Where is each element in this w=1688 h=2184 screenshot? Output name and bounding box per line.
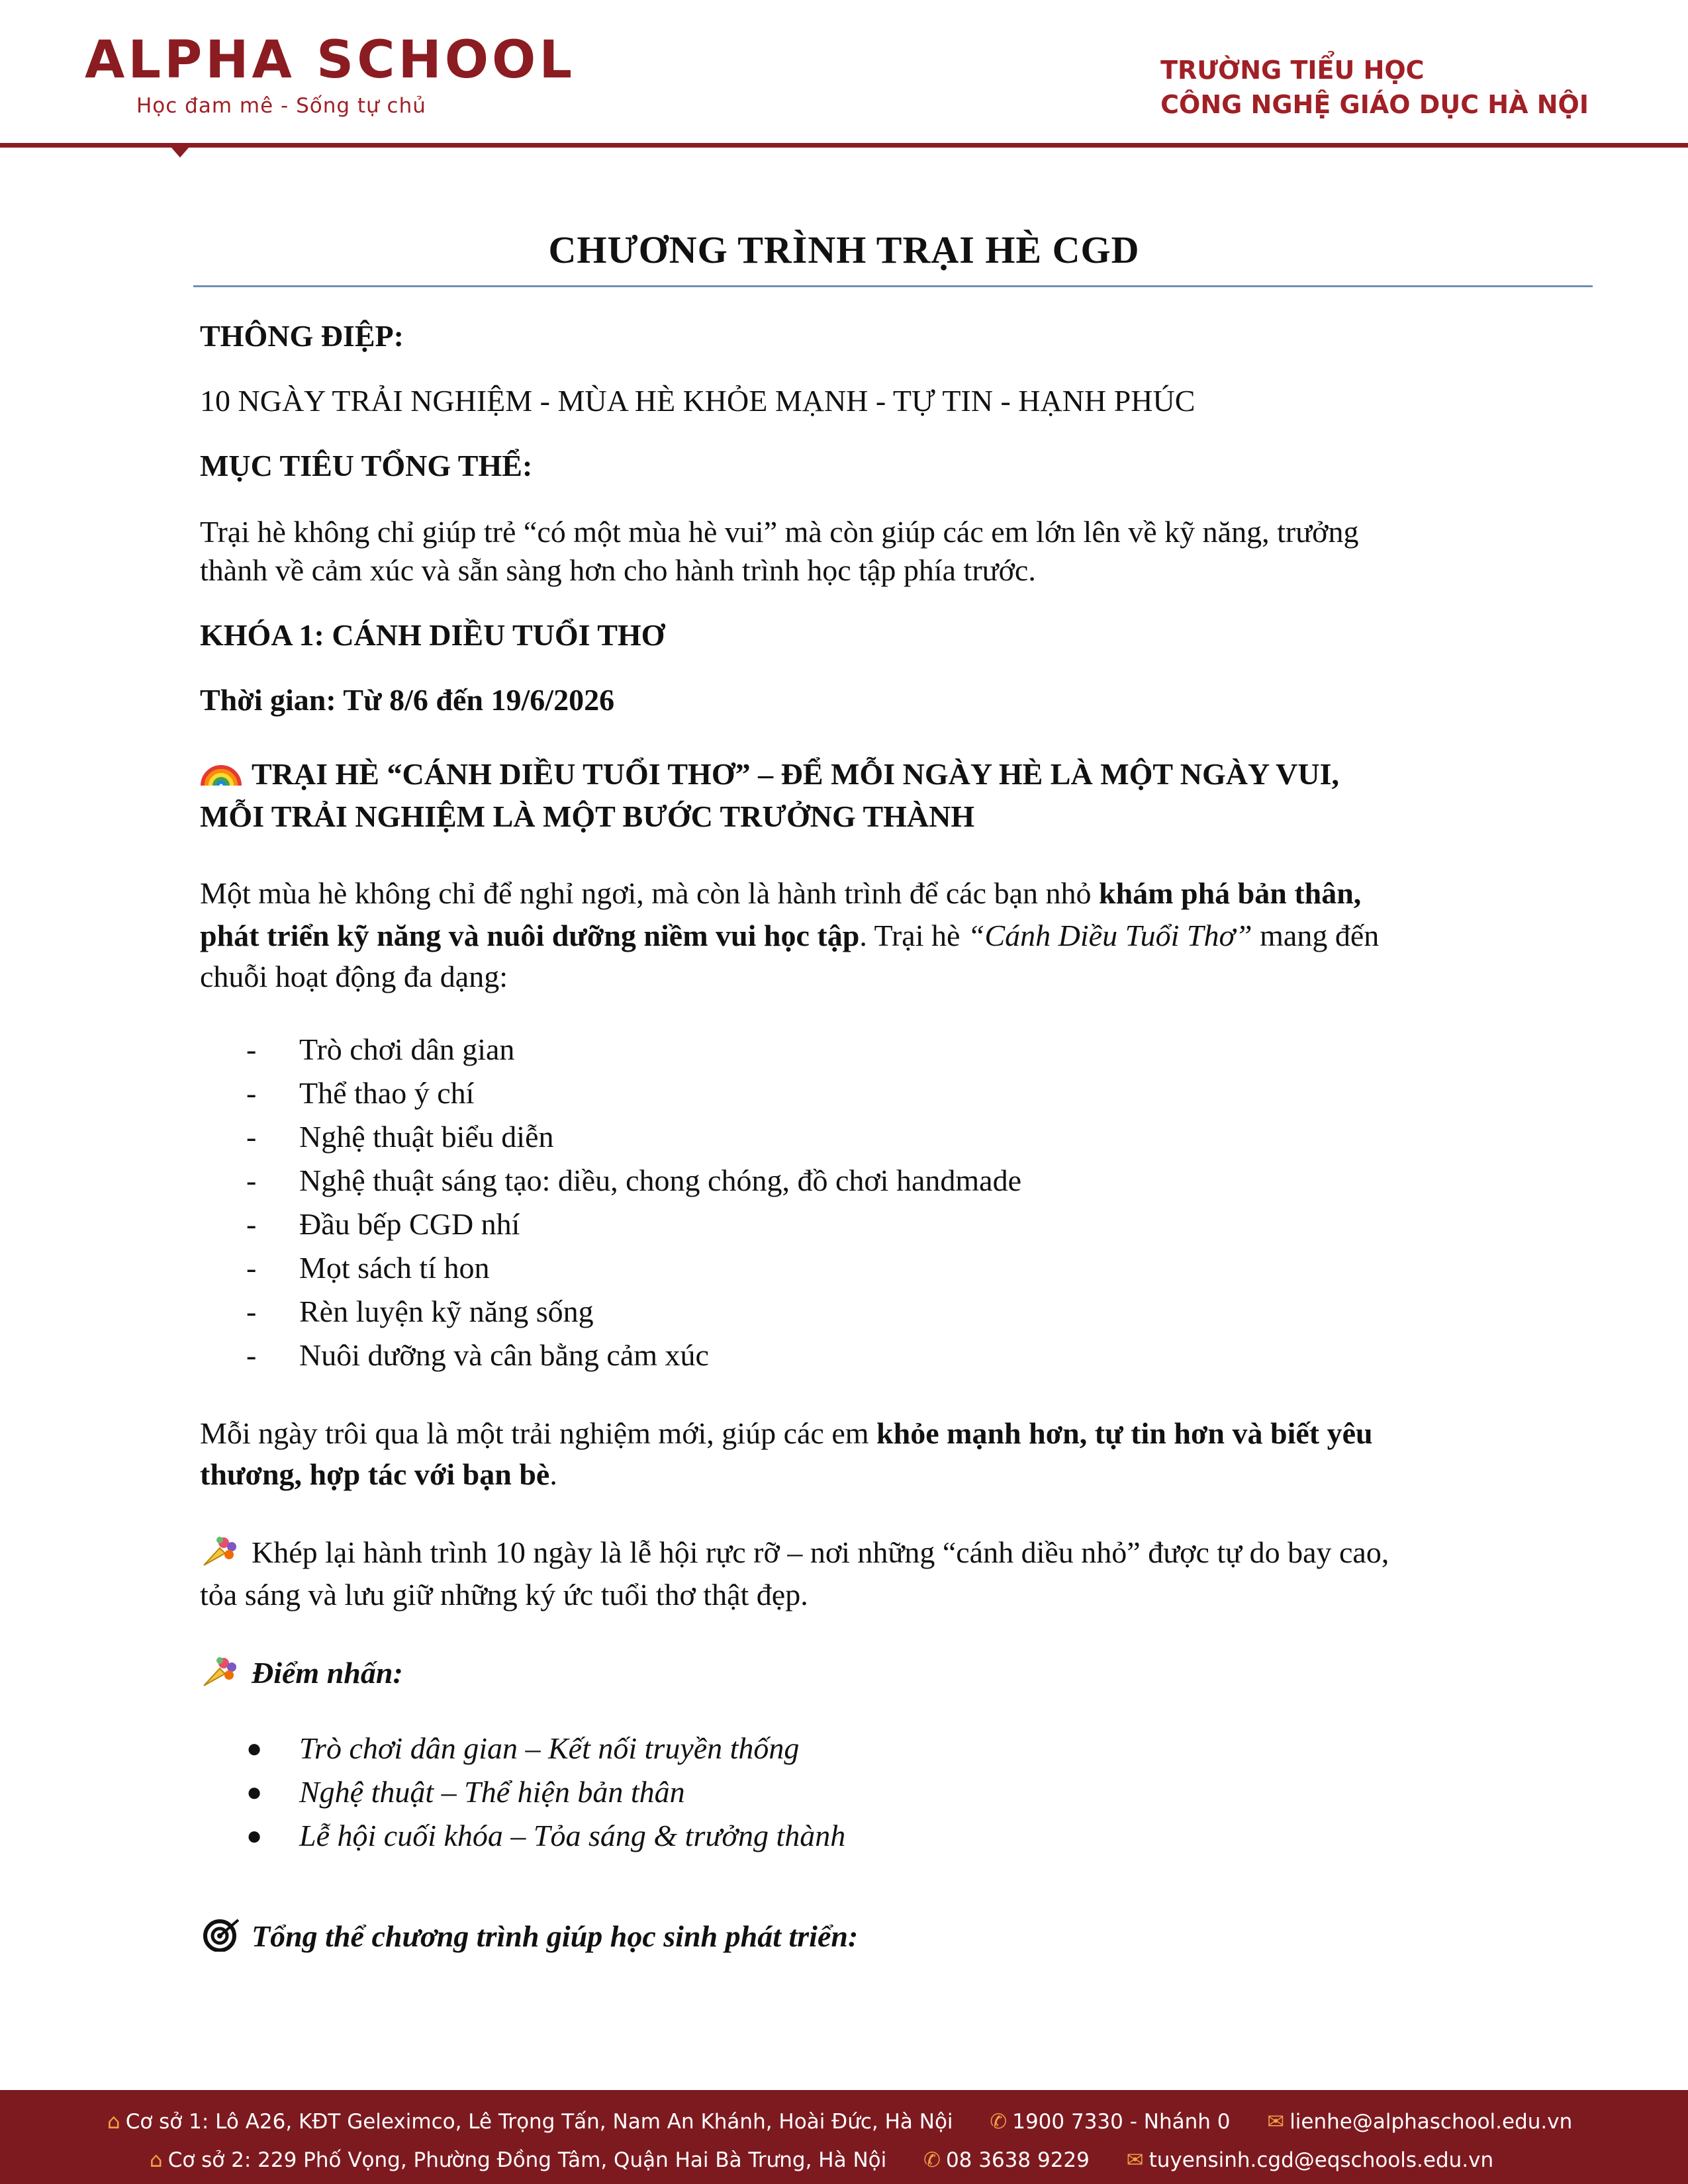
activity-text: Mọt sách tí hon — [299, 1251, 490, 1285]
footer-campus-2: Cơ sở 2: 229 Phố Vọng, Phường Đồng Tâm, Quận Hai Bà Trưng, Hà Nội — [167, 2148, 887, 2172]
intro-bold-1: khám phá bản thân, — [1099, 876, 1362, 910]
school-name — [1160, 53, 1589, 122]
daily-bold-1: khỏe mạnh hơn, tự tin hơn và biết yêu — [876, 1416, 1373, 1450]
footer-row-1 — [107, 2110, 1572, 2134]
list-dash: - — [246, 1163, 257, 1197]
camp-heading-text-1: TRẠI HÈ “CÁNH DIỀU TUỔI THƠ” – ĐỂ MỖI NGÀY HÈ LÀ MỘT NGÀY VUI, — [252, 757, 1339, 791]
school-slogan: Học đam mê - Sống tự chủ — [136, 94, 426, 118]
phone-icon: ✆ — [923, 2148, 941, 2172]
activity-text: Đầu bếp CGD nhí — [299, 1207, 520, 1241]
intro-text-1: Một mùa hè không chỉ để nghỉ ngơi, mà còn là hành trình để các bạn nhỏ — [200, 876, 1099, 910]
email-icon: ✉ — [1267, 2110, 1285, 2134]
closing-text-1: Khép lại hành trình 10 ngày là lễ hội rực rỡ – nơi những “cánh diều nhỏ” được tự do bay cao, — [252, 1535, 1389, 1569]
list-dash: - — [246, 1207, 257, 1241]
footer-row-2 — [150, 2148, 1493, 2172]
highlight-text: Trò chơi dân gian – Kết nối truyền thống — [299, 1731, 800, 1765]
page-footer — [0, 2090, 1688, 2184]
list-dash: - — [246, 1338, 257, 1372]
bouquet-icon — [200, 1533, 242, 1568]
header-divider — [0, 143, 1688, 148]
camp-heading-line-1 — [200, 754, 1524, 794]
daily-line-1 — [200, 1414, 1524, 1453]
daily-bold-2: thương, hợp tác với bạn bè — [200, 1457, 550, 1491]
course-time: Thời gian: Từ 8/6 đến 19/6/2026 — [200, 683, 615, 717]
activity-text: Nuôi dưỡng và cân bằng cảm xúc — [299, 1338, 709, 1372]
email-icon: ✉ — [1126, 2148, 1144, 2172]
footer-phone-2[interactable]: 08 3638 9229 — [945, 2148, 1090, 2172]
activity-text: Rèn luyện kỹ năng sống — [299, 1295, 594, 1328]
home-icon: ⌂ — [150, 2148, 163, 2172]
list-dash: - — [246, 1295, 257, 1328]
activity-text: Thể thao ý chí — [299, 1076, 475, 1110]
daily-text-1: Mỗi ngày trôi qua là một trải nghiệm mới, giúp các em — [200, 1416, 877, 1450]
list-dash: - — [246, 1032, 257, 1066]
message-heading: THÔNG ĐIỆP: — [200, 319, 404, 353]
goal-heading: MỤC TIÊU TỔNG THỂ: — [200, 449, 533, 482]
intro-line-3: chuỗi hoạt động đa dạng: — [200, 960, 508, 993]
bullet-icon: ● — [246, 1821, 263, 1850]
activity-text: Trò chơi dân gian — [299, 1032, 515, 1066]
course-heading: KHÓA 1: CÁNH DIỀU TUỔI THƠ — [200, 618, 665, 652]
page-title: CHƯƠNG TRÌNH TRẠI HÈ CGD — [548, 228, 1140, 271]
intro-line-1 — [200, 874, 1524, 913]
list-dash: - — [246, 1076, 257, 1110]
footer-campus-1: Cơ sở 1: Lô A26, KĐT Geleximco, Lê Trọng Tấn, Nam An Khánh, Hoài Đức, Hà Nội — [125, 2110, 953, 2134]
highlight-text: Nghệ thuật – Thể hiện bản thân — [299, 1775, 685, 1809]
bullet-icon: ● — [246, 1777, 263, 1807]
header-notch — [171, 147, 189, 158]
activity-text: Nghệ thuật sáng tạo: diều, chong chóng, đồ chơi handmade — [299, 1163, 1021, 1197]
highlight-text: Lễ hội cuối khóa – Tỏa sáng & trưởng thành — [299, 1819, 846, 1852]
target-icon — [200, 1917, 242, 1952]
goal-line-2: thành về cảm xúc và sẵn sàng hơn cho hành trình học tập phía trước. — [200, 553, 1036, 587]
intro-text-2-end: mang đến — [1252, 919, 1380, 952]
phone-icon: ✆ — [990, 2110, 1008, 2134]
overall-heading — [200, 1917, 1524, 1956]
school-name-line1: TRƯỜNG TIỂU HỌC — [1160, 56, 1425, 85]
list-dash: - — [246, 1120, 257, 1154]
camp-heading-line-2: MỖI TRẢI NGHIỆM LÀ MỘT BƯỚC TRƯỞNG THÀNH — [200, 799, 975, 833]
closing-line-1 — [200, 1533, 1524, 1572]
daily-line-2 — [200, 1455, 1524, 1494]
closing-line-2: tỏa sáng và lưu giữ những ký ức tuổi thơ thật đẹp. — [200, 1578, 808, 1612]
footer-email-1[interactable]: lienhe@alphaschool.edu.vn — [1289, 2110, 1573, 2134]
footer-email-2[interactable]: tuyensinh.cgd@eqschools.edu.vn — [1149, 2148, 1494, 2172]
home-icon: ⌂ — [107, 2110, 120, 2134]
footer-phone-1[interactable]: 1900 7330 - Nhánh 0 — [1012, 2110, 1231, 2134]
list-dash: - — [246, 1251, 257, 1285]
title-divider — [193, 285, 1593, 287]
daily-text-2: . — [549, 1457, 557, 1491]
goal-line-1: Trại hè không chỉ giúp trẻ “có một mùa hè vui” mà còn giúp các em lớn lên về kỹ năng, trưởng — [200, 515, 1359, 549]
highlights-heading-text: Điểm nhấn: — [252, 1656, 403, 1690]
bullet-icon: ● — [246, 1733, 263, 1763]
intro-line-2 — [200, 916, 1524, 956]
activity-text: Nghệ thuật biểu diễn — [299, 1120, 554, 1154]
intro-bold-2: phát triển kỹ năng và nuôi dưỡng niềm vui học tập — [200, 919, 860, 952]
bouquet-icon — [200, 1654, 242, 1688]
school-name-line2: CÔNG NGHỆ GIÁO DỤC HÀ NỘI — [1160, 90, 1589, 119]
school-logo: ALPHA SCHOOL — [85, 30, 576, 90]
highlights-heading — [200, 1653, 1524, 1693]
rainbow-icon — [200, 755, 242, 790]
overall-heading-text: Tổng thể chương trình giúp học sinh phát triển: — [252, 1919, 859, 1953]
intro-text-2: . Trại hè — [859, 919, 968, 952]
message-text: 10 NGÀY TRẢI NGHIỆM - MÙA HÈ KHỎE MẠNH - TỰ TIN - HẠNH PHÚC — [200, 384, 1196, 418]
intro-italic-2: “Cánh Diều Tuổi Thơ” — [967, 919, 1252, 952]
